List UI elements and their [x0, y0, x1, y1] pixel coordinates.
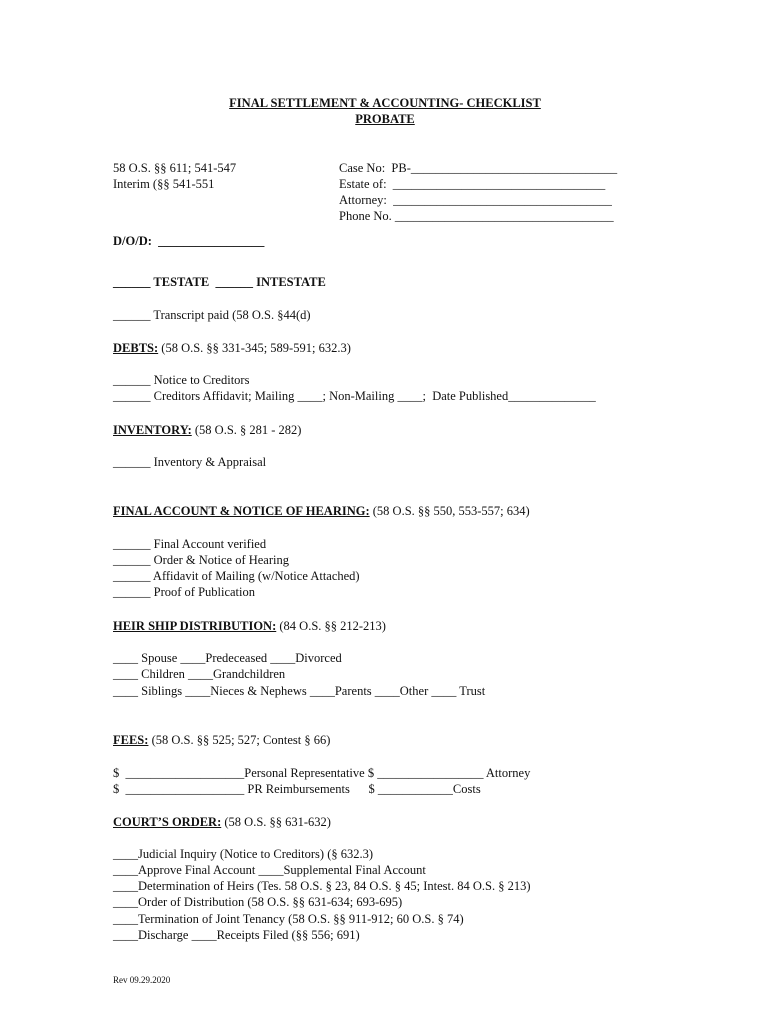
heirship-item: ____ Children ____Grandchildren: [113, 667, 286, 681]
debts-item: ______ Notice to Creditors: [113, 373, 250, 387]
inventory-citation: (58 O.S. § 281 - 282): [191, 423, 302, 437]
inventory-heading: INVENTORY:: [113, 423, 192, 437]
attorney-field: Attorney: ___________________________________: [339, 193, 612, 207]
fees-section-heading: [113, 732, 330, 748]
debts-citation: (58 O.S. §§ 331-345; 589-591; 632.3): [158, 341, 351, 355]
final-account-item: ______ Affidavit of Mailing (w/Notice Attached): [113, 569, 360, 583]
fees-heading: FEES:: [113, 733, 149, 747]
final-account-citation: (58 O.S. §§ 550, 553-557; 634): [369, 504, 530, 518]
final-account-heading: FINAL ACCOUNT & NOTICE OF HEARING:: [113, 504, 370, 518]
phone-field: Phone No. ___________________________________: [339, 209, 614, 223]
fees-item: $ ___________________ PR Reimbursements $ ____________Costs: [113, 782, 481, 796]
heirship-item: ____ Siblings ____Nieces & Nephews ____Parents ____Other ____ Trust: [113, 684, 486, 698]
court-order-item: ____Order of Distribution (58 O.S. §§ 631-634; 693-695): [113, 895, 403, 909]
fees-citation: (58 O.S. §§ 525; 527; Contest § 66): [148, 733, 331, 747]
testate-intestate-line: ______ TESTATE ______ INTESTATE: [113, 275, 326, 289]
debts-heading: DEBTS:: [113, 341, 159, 355]
final-account-item: ______ Proof of Publication: [113, 585, 256, 599]
heirship-item: ____ Spouse ____Predeceased ____Divorced: [113, 651, 342, 665]
document-subtitle: PROBATE: [355, 112, 415, 126]
court-order-item: ____Approve Final Account ____Supplemental Final Account: [113, 863, 426, 877]
court-order-item: ____Judicial Inquiry (Notice to Creditors) (§ 632.3): [113, 847, 374, 861]
transcript-item: ______ Transcript paid (58 O.S. §44(d): [113, 308, 311, 322]
final-account-item: ______ Order & Notice of Hearing: [113, 553, 289, 567]
dod-field: D/O/D: _________________: [113, 234, 265, 248]
court-order-item: ____Termination of Joint Tenancy (58 O.S. §§ 911-912; 60 O.S. § 74): [113, 912, 464, 926]
debts-section-heading: [113, 340, 351, 356]
case-number-field: Case No: PB-_________________________________: [339, 161, 618, 175]
court-order-heading: COURT’S ORDER:: [113, 815, 222, 829]
inventory-item: ______ Inventory & Appraisal: [113, 455, 267, 469]
heirship-citation: (84 O.S. §§ 212-213): [276, 619, 386, 633]
heirship-section-heading: [113, 618, 386, 634]
final-account-section-heading: [113, 503, 530, 519]
revision-footer: Rev 09.29.2020: [113, 975, 171, 985]
heirship-heading: HEIR SHIP DISTRIBUTION:: [113, 619, 277, 633]
statute-line-1: 58 O.S. §§ 611; 541-547: [113, 161, 237, 175]
final-account-item: ______ Final Account verified: [113, 537, 267, 551]
court-order-citation: (58 O.S. §§ 631-632): [221, 815, 331, 829]
court-order-item: ____Discharge ____Receipts Filed (§§ 556; 691): [113, 928, 360, 942]
fees-item: $ ___________________Personal Representative $ _________________ Attorney: [113, 766, 531, 780]
court-order-section-heading: [113, 814, 331, 830]
court-order-item: ____Determination of Heirs (Tes. 58 O.S. § 23, 84 O.S. § 45; Intest. 84 O.S. § 213): [113, 879, 531, 893]
document-title: FINAL SETTLEMENT & ACCOUNTING- CHECKLIST: [229, 96, 541, 110]
estate-field: Estate of: __________________________________: [339, 177, 606, 191]
inventory-section-heading: [113, 422, 301, 438]
statute-line-2: Interim (§§ 541-551: [113, 177, 215, 191]
debts-item: ______ Creditors Affidavit; Mailing ____; Non-Mailing ____; Date Published______________: [113, 389, 596, 403]
